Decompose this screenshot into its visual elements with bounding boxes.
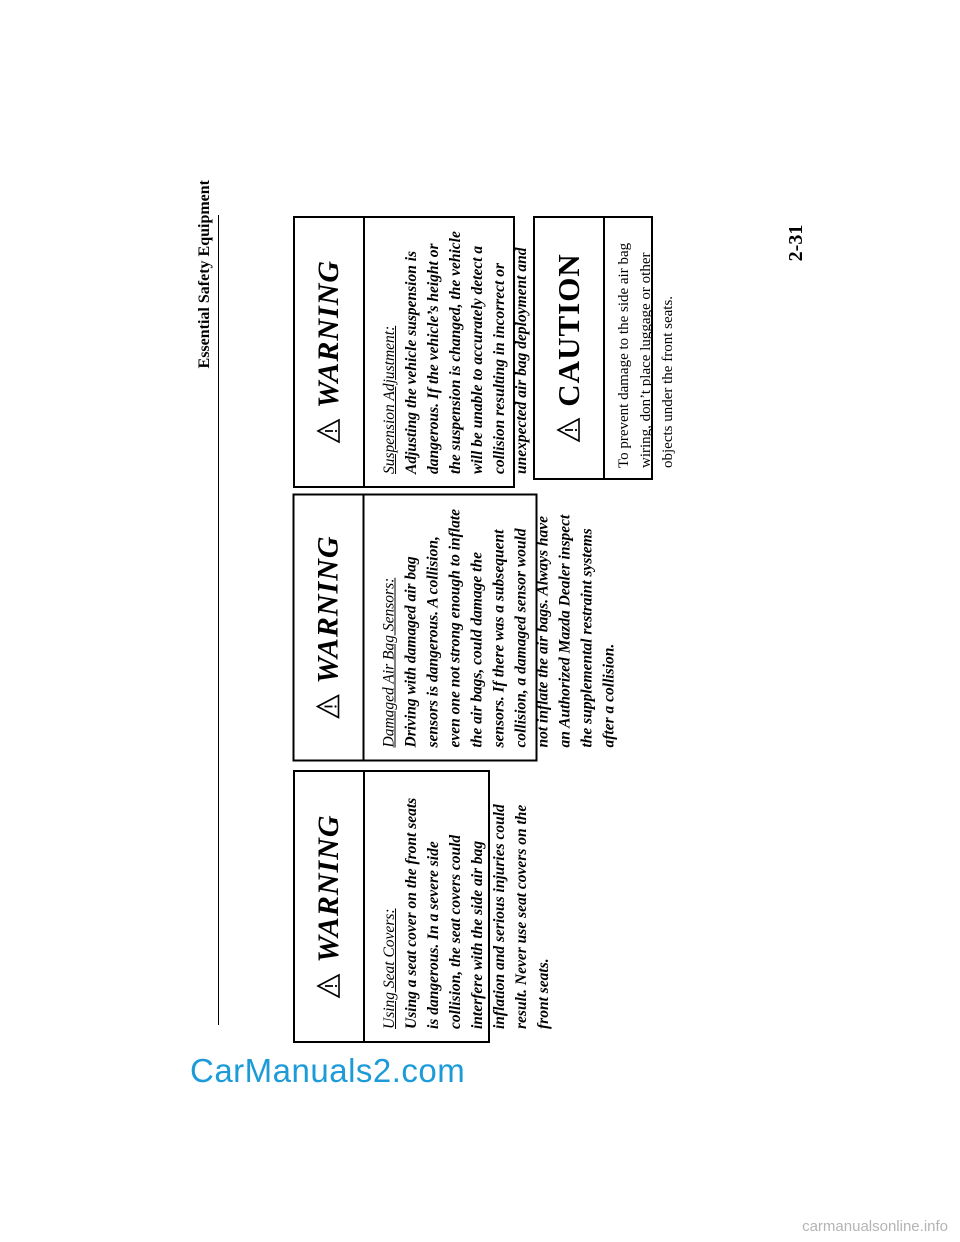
section-title: Essential Safety Equipment bbox=[196, 180, 213, 369]
warning-title: WARNING bbox=[312, 259, 345, 409]
warning-header bbox=[295, 496, 365, 760]
watermark-link[interactable]: CarManuals2.com bbox=[190, 1052, 466, 1089]
caution-header bbox=[535, 218, 605, 478]
warning-header bbox=[295, 218, 365, 486]
warning-text: Adjusting the vehicle suspension is dangerous. If the vehicle’s height or the suspension is changed, the vehicle will be unable to accurately detect a collision resulting in incorrect or unexpected air bag deployment and bbox=[403, 231, 530, 474]
warning-header bbox=[295, 772, 365, 1041]
site-footer[interactable]: carmanualsonline.info bbox=[802, 1218, 948, 1235]
warning-triangle-icon bbox=[316, 973, 342, 999]
page-number: 2-31 bbox=[785, 224, 807, 262]
warning-text: Using a seat cover on the front seats is dangerous. In a severe side collision, the seat covers could interfere with the side air bag inflation and serious injuries could result. Never use seat covers on the front seats. bbox=[403, 797, 552, 1029]
warning-box-suspension bbox=[293, 216, 530, 488]
caution-triangle-icon bbox=[556, 417, 582, 443]
warning-triangle-icon bbox=[316, 418, 342, 444]
caution-text: To prevent damage to the side air bag wiring, don’t place luggage or other objects under the front seats. bbox=[616, 242, 676, 468]
warning-box-seat-covers bbox=[293, 770, 552, 1043]
warning-subtitle: Using Seat Covers: bbox=[381, 908, 398, 1029]
warning-title: WARNING bbox=[311, 535, 345, 684]
warning-subtitle: Damaged Air Bag Sensors: bbox=[380, 577, 398, 748]
caution-title: CAUTION bbox=[551, 253, 586, 407]
warning-text: Driving with damaged air bag sensors is dangerous. A collision, even one not strong enough to inflate the air bags, could damage the sensors. If there was a subsequent collision, a damaged sensor would not inflate the air bags. Always have an Authorized Mazda Dealer inspect the supplemental restraint systems after a collision. bbox=[402, 508, 618, 748]
header-rule bbox=[218, 215, 219, 1025]
warning-triangle-icon bbox=[316, 694, 342, 720]
warning-title: WARNING bbox=[312, 814, 345, 963]
warning-box-air-bag-sensors bbox=[293, 494, 618, 762]
warning-subtitle: Suspension Adjustment: bbox=[381, 325, 398, 474]
caution-box bbox=[533, 216, 676, 480]
